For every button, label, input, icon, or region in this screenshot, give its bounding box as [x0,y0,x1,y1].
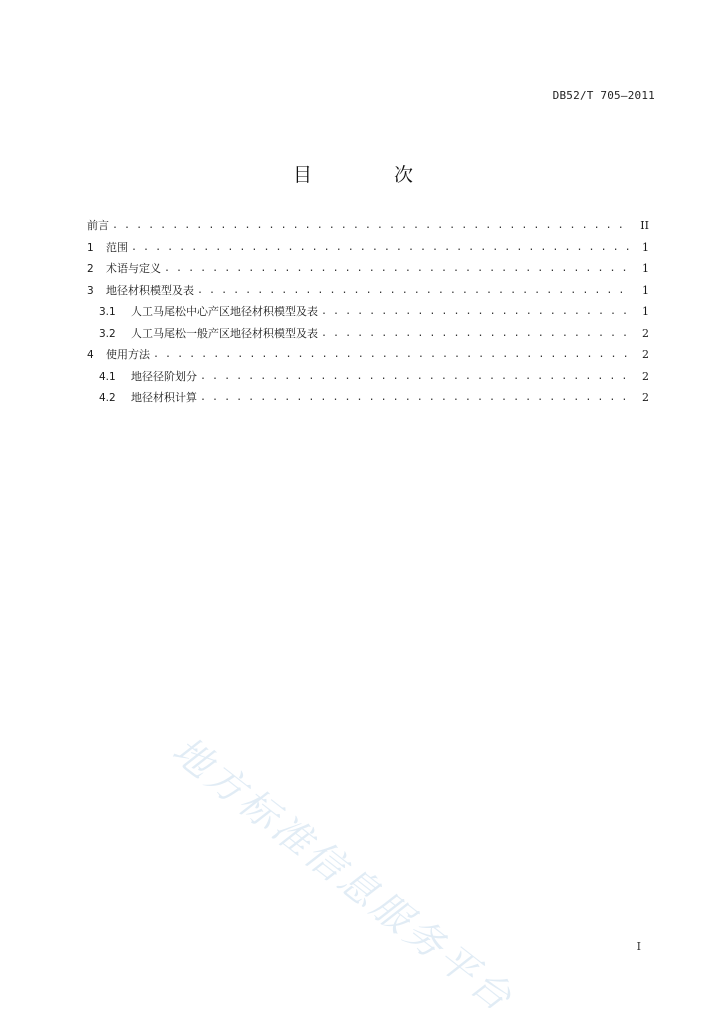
toc-entry[interactable] [87,284,649,306]
toc-entry-page: 1 [642,283,649,297]
toc-entry-number: 2 [87,263,94,275]
toc-dot-leader [131,241,631,255]
toc-entry-number: 3 [87,284,94,297]
toc-entry[interactable] [87,219,649,241]
toc-entry[interactable] [87,370,649,392]
toc-dot-leader [164,262,631,276]
toc-entry-label: 地径材积模型及表 [106,283,194,297]
toc-dot-leader [200,391,631,405]
toc-entry-page: 1 [642,305,649,318]
toc-entry-page: 2 [642,391,649,404]
toc-dot-leader [112,219,631,233]
page-number: I [636,940,641,953]
toc-entry[interactable] [87,305,649,327]
toc-entry-number: 3.1 [99,306,116,318]
toc-entry-page: II [640,219,649,232]
toc-dot-leader [200,370,631,384]
toc-entry-label: 使用方法 [106,348,150,361]
toc-entry-label: 地径径阶划分 [131,369,197,383]
watermark-text: 地方标准信息服务平台 [164,727,523,1022]
toc-entry[interactable] [87,241,649,263]
toc-entry-number: 4.1 [99,370,116,383]
toc-entry-page: 2 [642,369,649,383]
table-of-contents [87,219,649,413]
toc-entry-number: 4.2 [99,392,116,404]
toc-entry-label: 人工马尾松一般产区地径材积模型及表 [131,326,318,340]
toc-entry-number: 3.2 [99,327,116,340]
toc-entry-label: 地径材积计算 [131,391,197,404]
toc-entry-label: 范围 [106,240,128,254]
toc-entry-number: 1 [87,241,94,254]
toc-entry[interactable] [87,348,649,370]
toc-entry-page: 2 [642,326,649,340]
toc-entry-label: 前言 [87,219,109,232]
toc-dot-leader [321,327,631,341]
toc-entry[interactable] [87,262,649,284]
toc-entry-number: 4 [87,349,94,361]
toc-entry-label: 人工马尾松中心产区地径材积模型及表 [131,305,318,318]
toc-dot-leader [153,348,631,362]
toc-entry-page: 1 [642,240,649,254]
toc-entry-label: 术语与定义 [106,262,161,275]
toc-dot-leader [321,305,631,319]
toc-entry-page: 2 [642,348,649,361]
toc-entry[interactable] [87,327,649,349]
toc-title: 目 次 [292,164,452,186]
toc-entry-page: 1 [642,262,649,275]
toc-entry[interactable] [87,391,649,413]
document-code: DB52/T 705—2011 [552,89,655,102]
toc-dot-leader [197,284,631,298]
